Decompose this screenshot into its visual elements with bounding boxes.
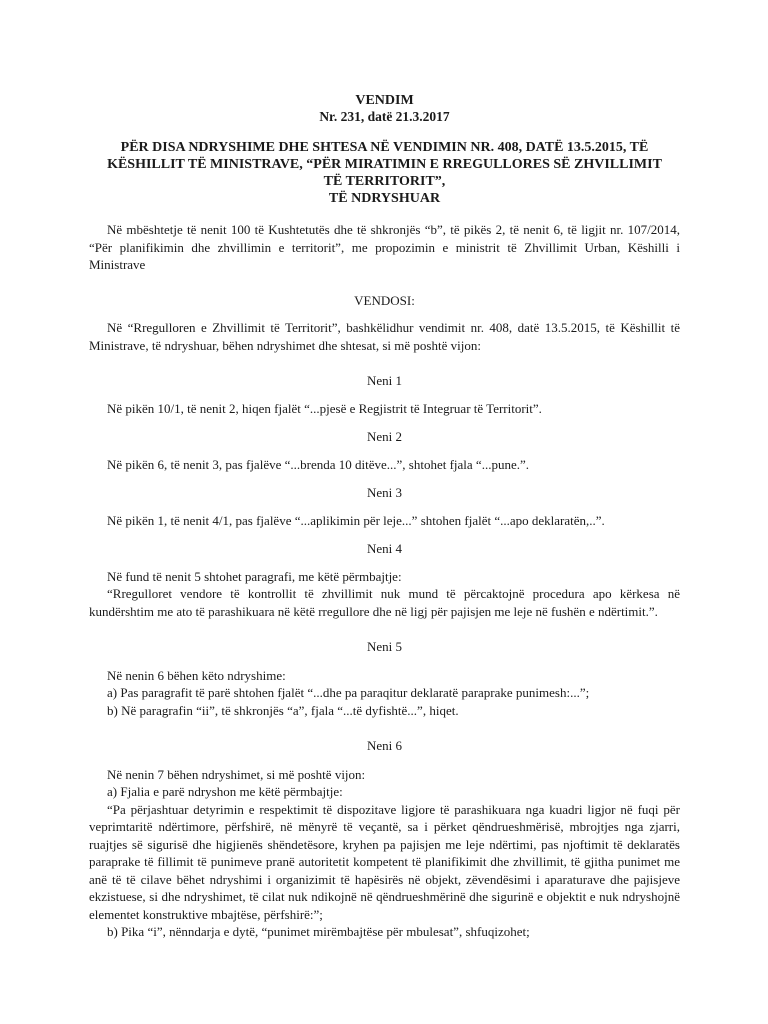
- document-header: [89, 0, 680, 207]
- article-heading-1: Neni 1: [366, 373, 403, 388]
- article-4-text: Në fund të nenit 5 shtohet paragrafi, me këtë përmbajtje:: [107, 568, 402, 584]
- document-body: [89, 221, 680, 941]
- article-3-text: Në pikën 1, të nenit 4/1, pas fjalëve “...aplikimin për leje...” shtohen fjalët “...apo deklaratën,..”.: [107, 512, 605, 528]
- subject-line: PËR DISA NDRYSHIME DHE SHTESA NË VENDIMIN NR. 408, DATË 13.5.2015, TË: [120, 140, 649, 155]
- article-5-text: Në nenin 6 bëhen këto ndryshime:: [107, 667, 286, 683]
- document-subject: [89, 139, 680, 207]
- article-6-item-a: a) Fjalia e parë ndryshon me këtë përmbajtje:: [107, 784, 343, 799]
- article-heading-5: Neni 5: [366, 639, 403, 654]
- article-6-item-b: b) Pika “i”, nënndarja e dytë, “punimet mirëmbajtëse për mbulesat”, shfuqizohet;: [107, 924, 530, 939]
- vendosi-heading: VENDOSI:: [354, 292, 415, 308]
- article-2-text: Në pikën 6, të nenit 3, pas fjalëve “...brenda 10 ditëve...”, shtohet fjala “...pune.”.: [107, 456, 529, 472]
- article-heading-6: Neni 6: [366, 738, 403, 753]
- article-heading-4: Neni 4: [366, 541, 403, 556]
- article-5-item-b: b) Në paragrafin “ii”, të shkronjës “a”, fjala “...të dyfishtë...”, hiqet.: [107, 702, 459, 718]
- article-heading-2: Neni 2: [366, 429, 403, 444]
- subject-line: TË TERRITORIT”,: [323, 174, 446, 189]
- article-1-text: Në pikën 10/1, të nenit 2, hiqen fjalët “...pjesë e Regjistrit të Integruar të Territorit”.: [107, 400, 542, 416]
- subject-line: TË NDRYSHUAR: [328, 191, 441, 206]
- document-title: VENDIM: [355, 93, 414, 108]
- article-6-quote: “Pa përjashtuar detyrimin e respektimit të dispozitave ligjore të parashikuara nga kuadri ligjor në fuqi për veprimtaritë ndërtimore, përfshirë, në mënyrë të veçantë, sa i përket qëndrueshmërisë, mbrojtjes nga zjarri, ruajtjes së sigurisë dhe higjienës shëndetësore, kryhen pa pajisjen me leje ndërtimi, pas njoftimit të deklaratës paraprake të fillimit të punimeve pranë autoritetit kompetent të planifikimit dhe zhvillimit, të gjitha punimet me anë të të cilave bëhet ndryshimi i organizimit të hapësirës në objekt, zëvendësimi i aparaturave dhe pajisjeve ekzistuese, si dhe ndryshimet, të cilat nuk ndikojnë në qëndrueshmërinë dhe sigurinë e objektit e nuk ndryshojnë elementet konstruktive mbajtëse, përfshirë:”;: [89, 801, 680, 922]
- article-6-text: Në nenin 7 bëhen ndryshimet, si më poshtë vijon:: [107, 766, 366, 782]
- article-5-item-a: a) Pas paragrafit të parë shtohen fjalët “...dhe pa paraqitur deklaratë paraprake punimesh:...”;: [107, 685, 590, 700]
- document-number: Nr. 231, datë 21.3.2017: [319, 109, 450, 124]
- preamble-paragraph: Në mbështetje të nenit 100 të Kushtetutës dhe të shkronjës “b”, të pikës 2, të nenit 6, të ligjit nr. 107/2014, “Për planifikimin dhe zhvillimin e territorit”, me propozimin e ministrit të Zhvillimit Urban, Këshilli i Ministrave: [89, 222, 680, 272]
- intro-paragraph: Në “Rregulloren e Zhvillimit të Territorit”, bashkëlidhur vendimit nr. 408, datë 13.5.2015, të Këshillit të Ministrave, të ndryshuar, bëhen ndryshimet dhe shtesat, si më poshtë vijon:: [89, 320, 680, 353]
- article-heading-3: Neni 3: [366, 485, 403, 500]
- article-4-quote: “Rregulloret vendore të kontrollit të zhvillimit nuk mund të përcaktojnë procedura apo kërkesa në kundërshtim me ato të parashikuara në këtë rregullore dhe në ligj për pajisjen me leje në fushën e ndërtimit.”.: [89, 586, 680, 619]
- subject-line: KËSHILLIT TË MINISTRAVE, “PËR MIRATIMIN E RREGULLORES SË ZHVILLIMIT: [107, 157, 662, 172]
